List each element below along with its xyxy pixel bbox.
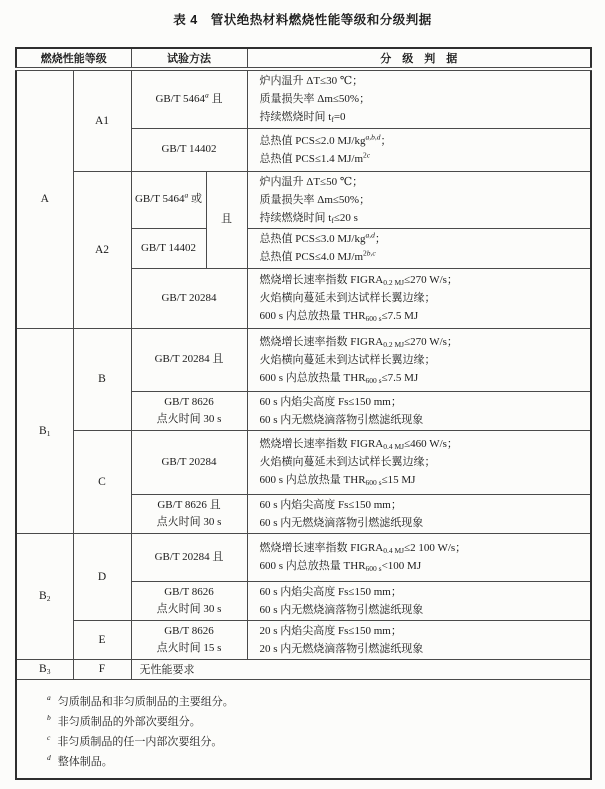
criteria-line: 炉内温升 ΔT≤30 ℃； bbox=[259, 75, 364, 88]
cell-group-B1: $B_1$ bbox=[16, 328, 73, 533]
header-criteria: 分 级 判 据 bbox=[247, 48, 591, 69]
cell-method-D-20284: GB/T 20284 且 bbox=[131, 533, 247, 581]
criteria-line: 600 s 内总放热量 $THR_{600 s}\le 7.5$ MJ bbox=[259, 371, 419, 385]
criteria-line: 燃烧增长速率指数 $FIGRA_{0.4 MJ}\le 460$ W/s； bbox=[259, 438, 458, 451]
criteria-line: 燃烧增长速率指数 $FIGRA_{0.2 MJ}\le 270$ W/s； bbox=[259, 335, 458, 349]
criteria-line: 总热值 PCS≤3.0 MJ/kg$^{a,d}$； bbox=[259, 230, 386, 245]
footnote-a: $^a$ 匀质制品和非匀质制品的主要组分。 bbox=[47, 692, 234, 708]
criteria-line: 燃烧增长速率指数 $FIGRA_{0.4 MJ}\le 2$ 100 W/s； bbox=[259, 542, 467, 555]
cell-method-E-8626: GB/T 8626 点火时间 15 s bbox=[131, 620, 247, 659]
criteria-line: 600 s 内总放热量 $THR_{600 s}\le 15$ MJ bbox=[259, 474, 416, 487]
cell-method-A2-20284: GB/T 20284 bbox=[131, 268, 247, 328]
criteria-line: 持续燃烧时间 $t_f=0$ bbox=[259, 111, 346, 125]
cell-and-A2: 且 bbox=[206, 171, 247, 268]
cell-criteria-A2-14402 bbox=[247, 228, 591, 268]
criteria-line: 60 s 内焰尖高度 Fs≤150 mm； bbox=[259, 498, 402, 511]
footnote-b: $^b$ 非匀质制品的外部次要组分。 bbox=[47, 712, 201, 728]
cell-criteria-B-20284 bbox=[247, 328, 591, 391]
cell-method-A1-5464: GB/T 5464$^a$ 且 bbox=[131, 69, 247, 128]
footnotes-cell bbox=[16, 679, 591, 779]
cell-grade-B: B bbox=[73, 328, 131, 430]
criteria-line: 火焰横向蔓延未到达试样长翼边缘； bbox=[259, 353, 436, 366]
footnote-d: $^d$ 整体制品。 bbox=[47, 752, 113, 768]
criteria-line: 总热值 PCS≤2.0 MJ/kg$^{a,b,d}$； bbox=[259, 131, 392, 147]
cell-criteria-D-20284 bbox=[247, 533, 591, 581]
cell-group-B3: $B_3$ bbox=[16, 659, 73, 679]
cell-method-C-20284: GB/T 20284 bbox=[131, 430, 247, 494]
cell-method-A2-14402: GB/T 14402 bbox=[131, 228, 206, 268]
footnote-c: $^c$ 非匀质制品的任一内部次要组分。 bbox=[47, 732, 223, 748]
criteria-line: 火焰横向蔓延未到达试样长翼边缘； bbox=[259, 456, 436, 468]
cell-criteria-A2-20284 bbox=[247, 268, 591, 328]
criteria-line: 总热值 PCS≤1.4 $MJ/m^{2c}$ bbox=[259, 149, 371, 165]
header-grade: 燃烧性能等级 bbox=[16, 48, 131, 69]
cell-method-C-8626: GB/T 8626 且 点火时间 30 s bbox=[131, 494, 247, 533]
cell-criteria-B-8626 bbox=[247, 391, 591, 430]
cell-method-A2-5464: GB/T 5464$^a$ 或 bbox=[131, 171, 206, 228]
cell-criteria-C-20284 bbox=[247, 430, 591, 494]
cell-criteria-D-8626 bbox=[247, 581, 591, 620]
criteria-line: 600 s 内总放热量 $THR_{600 s}\le 7.5$ MJ bbox=[259, 310, 419, 323]
cell-criteria-A1-5464 bbox=[247, 69, 591, 128]
cell-method-B-8626: GB/T 8626 点火时间 30 s bbox=[131, 391, 247, 430]
cell-group-B2: $B_2$ bbox=[16, 533, 73, 659]
cell-grade-C: C bbox=[73, 430, 131, 533]
cell-grade-A1: A1 bbox=[73, 69, 131, 171]
document-page bbox=[0, 10, 605, 789]
criteria-line: 600 s 内总放热量 $THR_{600 s}<100$ MJ bbox=[259, 560, 422, 573]
criteria-line: 总热值 PCS≤4.0 $MJ/m^{2b,c}$ bbox=[259, 248, 376, 263]
cell-method-A1-14402: GB/T 14402 bbox=[131, 128, 247, 171]
cell-method-B-20284: GB/T 20284 且 bbox=[131, 328, 247, 391]
cell-criteria-A2-5464 bbox=[247, 171, 591, 228]
criteria-line: 60 s 内无燃烧滴落物引燃滤纸现象 bbox=[259, 603, 424, 616]
criteria-line: 持续燃烧时间 $t_f\le 20$ s bbox=[259, 211, 358, 225]
header-method: 试验方法 bbox=[131, 48, 247, 69]
cell-no-requirement: 无性能要求 bbox=[131, 659, 591, 679]
criteria-line: 炉内温升 ΔT≤50 ℃； bbox=[259, 175, 364, 188]
criteria-line: 20 s 内无燃烧滴落物引燃滤纸现象 bbox=[259, 642, 424, 655]
criteria-line: 60 s 内无燃烧滴落物引燃滤纸现象 bbox=[259, 516, 424, 529]
cell-criteria-A1-14402 bbox=[247, 128, 591, 171]
cell-grade-A2: A2 bbox=[73, 171, 131, 328]
cell-grade-F: F bbox=[73, 659, 131, 679]
cell-group-A: A bbox=[16, 69, 73, 328]
cell-method-D-8626: GB/T 8626 点火时间 30 s bbox=[131, 581, 247, 620]
cell-criteria-C-8626 bbox=[247, 494, 591, 533]
criteria-line: 20 s 内焰尖高度 Fs≤150 mm； bbox=[259, 624, 402, 637]
criteria-line: 质量损失率 Δm≤50%； bbox=[259, 193, 371, 206]
cell-criteria-E-8626 bbox=[247, 620, 591, 659]
criteria-line: 质量损失率 Δm≤50%； bbox=[259, 93, 371, 106]
criteria-line: 60 s 内无燃烧滴落物引燃滤纸现象 bbox=[259, 413, 424, 426]
criteria-line: 燃烧增长速率指数 $FIGRA_{0.2 MJ}\le 270$ W/s； bbox=[259, 274, 458, 287]
criteria-line: 60 s 内焰尖高度 Fs≤150 mm； bbox=[259, 395, 402, 408]
table-title: 表 4 管状绝热材料燃烧性能等级和分级判据 bbox=[173, 13, 432, 27]
classification-table bbox=[15, 47, 592, 780]
cell-grade-D: D bbox=[73, 533, 131, 620]
cell-grade-E: E bbox=[73, 620, 131, 659]
criteria-line: 火焰横向蔓延未到达试样长翼边缘； bbox=[259, 292, 436, 304]
criteria-line: 60 s 内焰尖高度 Fs≤150 mm； bbox=[259, 585, 402, 598]
